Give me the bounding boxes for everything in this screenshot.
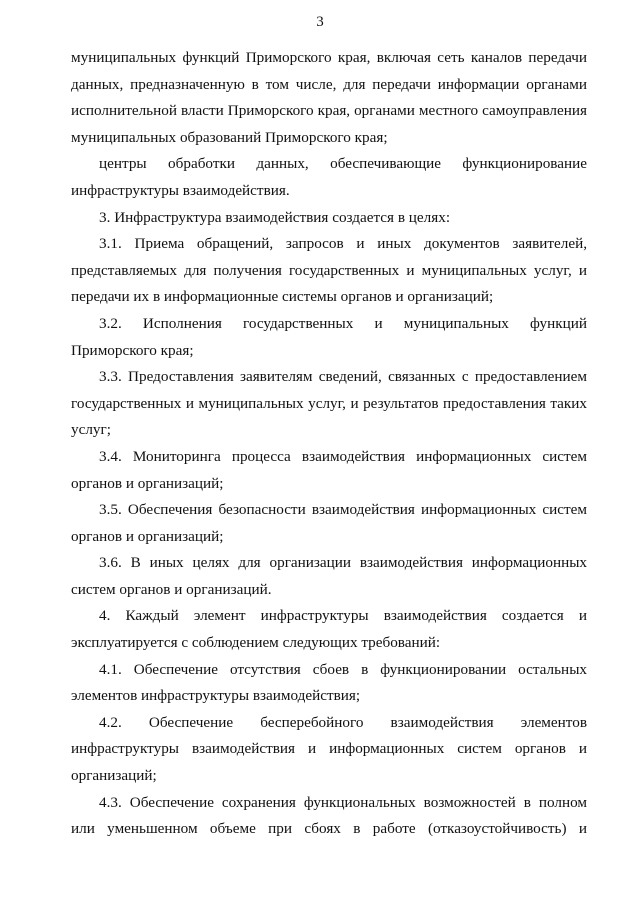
paragraph-4-3: 4.3. Обеспечение сохранения функциональных возможностей в полном или уменьшенном объеме при сбоях в работе (отказоустойчивость) и xyxy=(71,793,587,838)
paragraph-3-1: 3.1. Приема обращений, запросов и иных документов заявителей, представляемых для получения государственных и муниципальных услуг, и передачи их в информационные системы органов и организаций; xyxy=(71,235,587,306)
paragraph-4-1: 4.1. Обеспечение отсутствия сбоев в функционировании остальных элементов инфраструктуры взаимодействия; xyxy=(71,660,587,705)
paragraph-3-2: 3.2. Исполнения государственных и муниципальных функций Приморского края; xyxy=(71,314,587,359)
paragraph-3-5: 3.5. Обеспечения безопасности взаимодействия информационных систем органов и организаций; xyxy=(71,501,587,545)
paragraph-3-4: 3.4. Мониторинга процесса взаимодействия информационных систем органов и организаций; xyxy=(71,447,587,492)
page-number: 3 xyxy=(316,14,324,30)
paragraph-data-centers: центры обработки данных, обеспечивающие функционирование инфраструктуры взаимодействия. xyxy=(71,155,587,199)
paragraph-4-2: 4.2. Обеспечение бесперебойного взаимодействия элементов инфраструктуры взаимодействия и информационных систем органов и организаций; xyxy=(71,713,587,785)
paragraph-section-4: 4. Каждый элемент инфраструктуры взаимодействия создается и эксплуатируется с соблюдением следующих требований: xyxy=(71,607,587,652)
paragraph-section-3: 3. Инфраструктура взаимодействия создается в целях: xyxy=(99,208,451,226)
paragraph-3-6: 3.6. В иных целях для организации взаимодействия информационных систем органов и организаций. xyxy=(71,554,587,598)
paragraph-3-3: 3.3. Предоставления заявителям сведений, связанных с предоставлением государственных и муниципальных услуг, и результатов предоставления таких услуг; xyxy=(71,368,587,439)
document-body xyxy=(71,45,587,843)
paragraph-continuation: муниципальных функций Приморского края, включая сеть каналов передачи данных, предназначенную в том числе, для передачи информации органами исполнительной власти Приморского края, органами местного самоуправления муниципальных образований Приморского края; xyxy=(71,49,587,146)
